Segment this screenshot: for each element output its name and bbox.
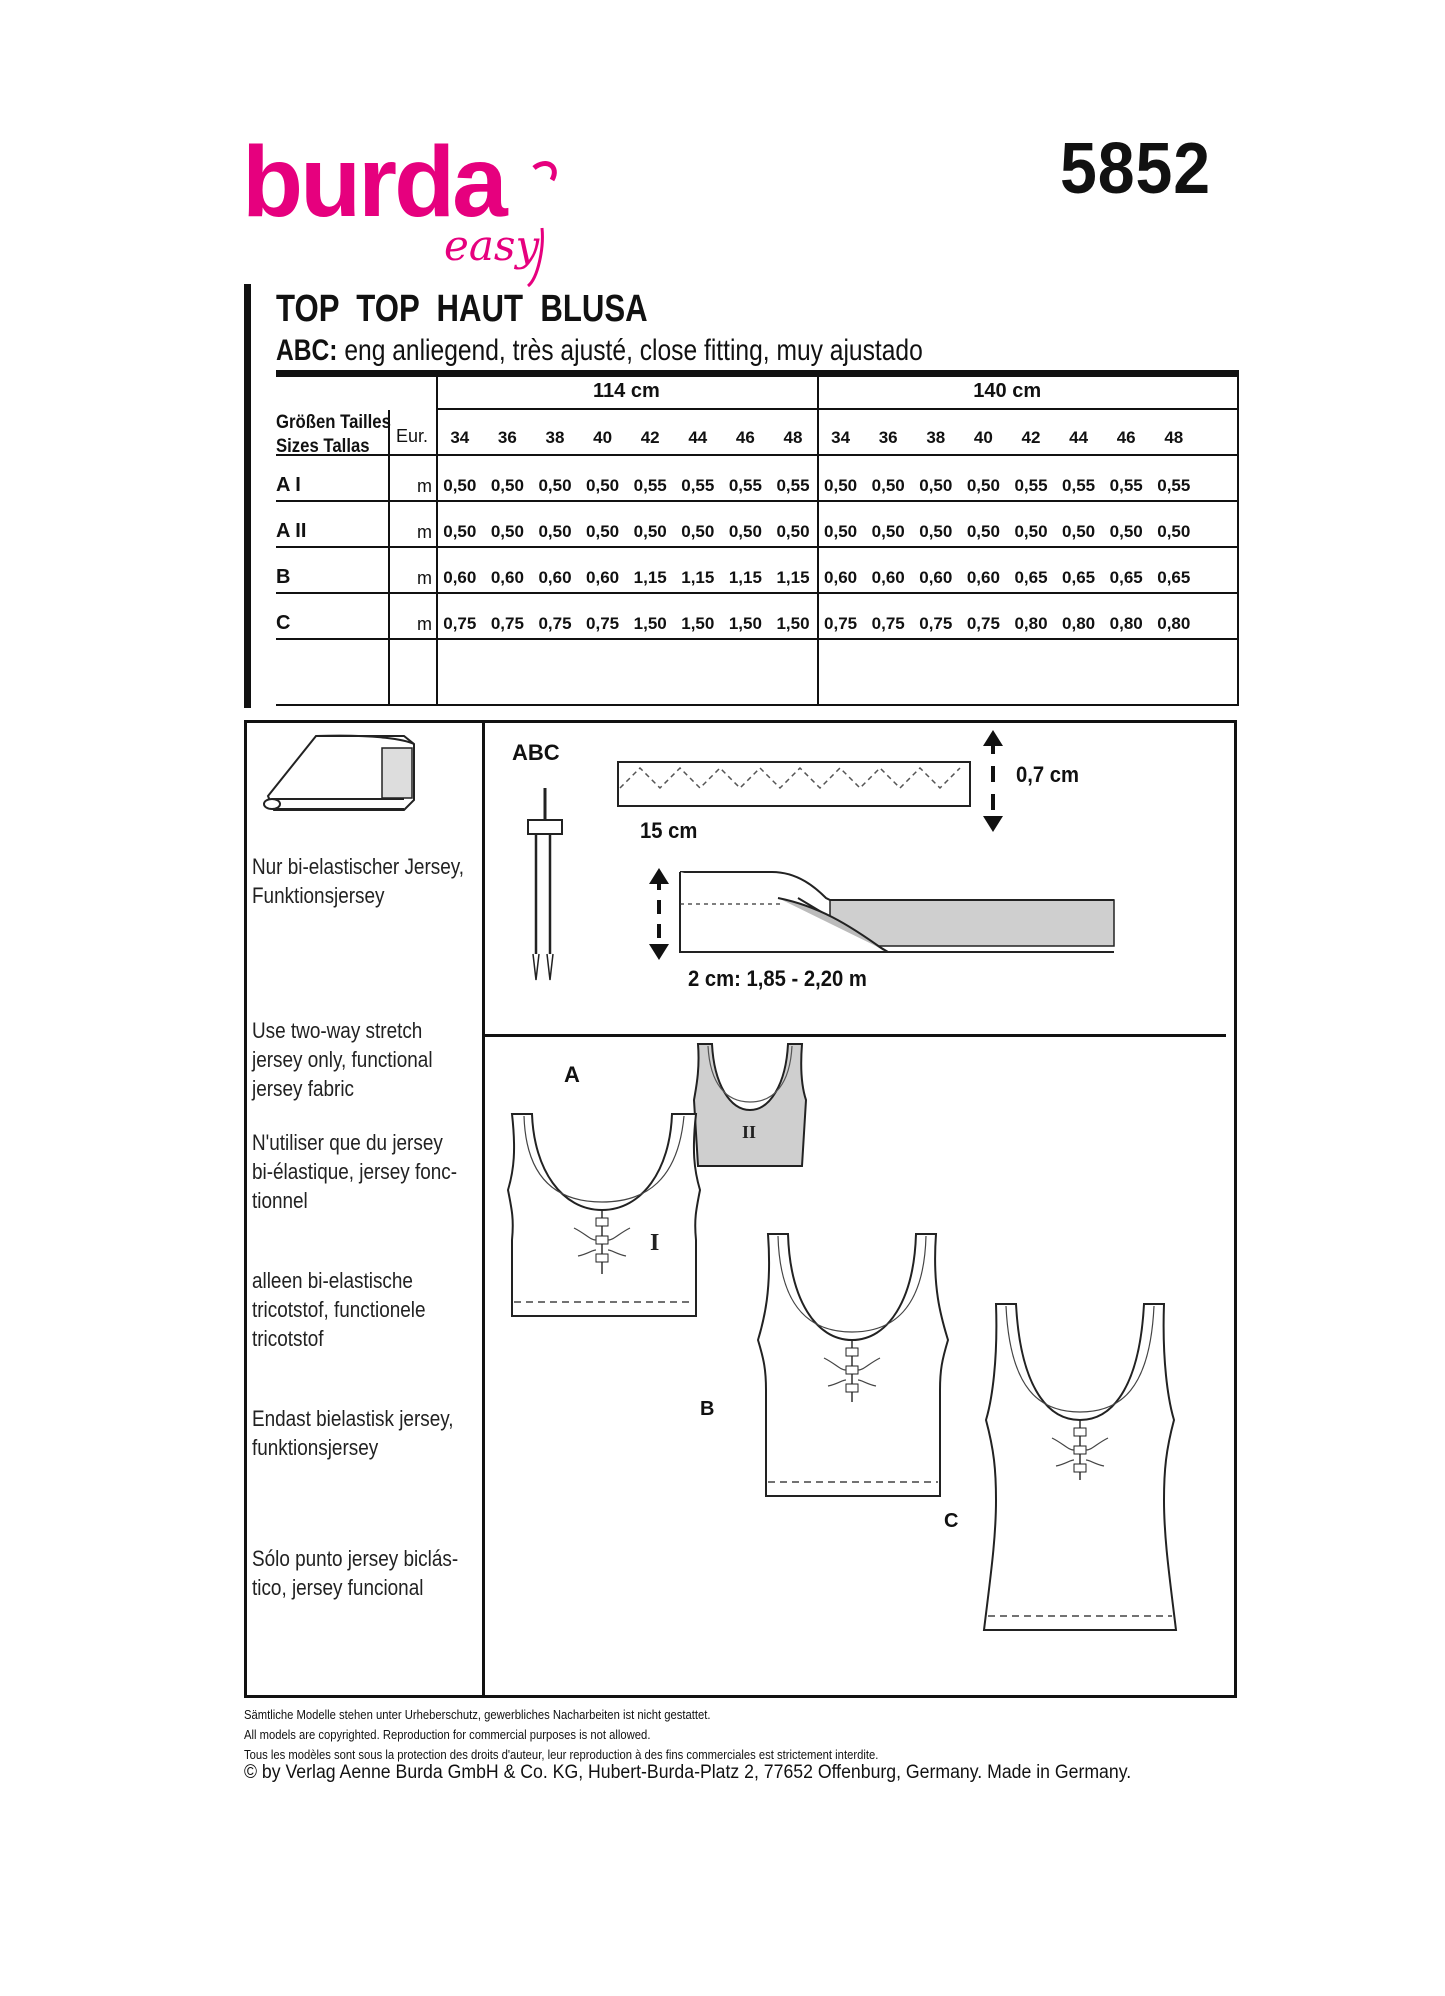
yardage-cell: 0,50 — [1062, 522, 1096, 541]
yardage-cell: 0,75 — [824, 614, 858, 633]
table-row-line — [276, 638, 1239, 640]
size-header: 34 — [831, 428, 851, 447]
size-header: 46 — [1116, 428, 1136, 447]
yardage-cell: 0,55 — [1109, 476, 1143, 495]
yardage-cell: 0,50 — [1157, 522, 1191, 541]
fabric-nl-line: tricotstof — [252, 1326, 324, 1351]
row-label: B — [276, 566, 291, 588]
size-header: 44 — [1069, 428, 1089, 447]
yardage-cell: 0,50 — [538, 476, 572, 495]
garment-title: TOP TOP HAUT BLUSA — [276, 288, 648, 330]
yardage-cell: 0,80 — [1062, 614, 1096, 633]
binding-strip-icon — [648, 868, 1116, 960]
unit-label: m — [417, 614, 432, 634]
yardage-cell: 1,15 — [681, 568, 715, 587]
tape-length-label: 15 cm — [640, 818, 698, 843]
size-header: 40 — [593, 428, 613, 447]
yardage-cell: 0,50 — [586, 522, 620, 541]
row-label: A II — [276, 520, 307, 542]
yardage-cell: 0,50 — [919, 476, 953, 495]
yardage-cell: 0,55 — [1014, 476, 1048, 495]
table-row-line — [276, 500, 1239, 502]
top-b-sketch — [754, 1230, 950, 1506]
yardage-cell: 0,65 — [1014, 568, 1048, 587]
height-arrow-icon — [980, 728, 1006, 834]
unit-label: m — [417, 568, 432, 588]
tape-strip-icon — [616, 760, 972, 808]
fit-description — [276, 334, 923, 368]
size-header: 38 — [545, 428, 565, 447]
table-vline-end — [1237, 377, 1239, 706]
yardage-cell: 0,50 — [443, 522, 477, 541]
pattern-number: 5852 — [1060, 129, 1212, 209]
view-a2-label: II — [742, 1122, 757, 1142]
yardage-cell: 1,50 — [681, 614, 715, 633]
yardage-cell: 0,50 — [633, 522, 667, 541]
size-header: 40 — [973, 428, 993, 447]
view-a1-label: I — [650, 1230, 660, 1256]
size-header: 42 — [1021, 428, 1041, 447]
fit-text: eng anliegend, très ajusté, close fitting, muy ajustado — [337, 334, 923, 367]
fit-prefix: ABC: — [276, 334, 338, 367]
yardage-cell: 0,50 — [490, 476, 524, 495]
fabric-text-en — [252, 1016, 433, 1103]
yardage-cell: 0,50 — [490, 522, 524, 541]
brand-sub: easy — [444, 221, 540, 270]
legal-de: Sämtliche Modelle stehen unter Urheberschutz, gewerbliches Nacharbeiten ist nicht gestattet. — [244, 1708, 711, 1722]
fabric-fr-line: bi-élastique, jersey fonc- — [252, 1159, 458, 1184]
yardage-cell: 0,75 — [871, 614, 905, 633]
brand-wordmark: burda — [242, 128, 505, 238]
binding-width-arrow-icon — [646, 866, 672, 962]
fabric-de-line: Nur bi-elastischer Jersey, — [252, 854, 465, 879]
yardage-cell: 0,50 — [966, 476, 1000, 495]
yardage-cell: 0,50 — [919, 522, 953, 541]
size-header: 36 — [497, 428, 517, 447]
yardage-cell: 0,60 — [824, 568, 858, 587]
size-header: 36 — [878, 428, 898, 447]
tape-height-label: 0,7 cm — [1016, 762, 1080, 787]
yardage-cell: 0,75 — [586, 614, 620, 633]
table-row-line — [276, 454, 1239, 456]
yardage-cell: 0,60 — [966, 568, 1000, 587]
fabric-fr-line: N'utiliser que du jersey — [252, 1130, 443, 1155]
fabric-text-fr — [252, 1128, 457, 1215]
fabric-text-de — [252, 852, 464, 910]
fabric-de-line: Funktionsjersey — [252, 883, 385, 908]
yardage-cell: 0,55 — [1157, 476, 1191, 495]
eur-label: Eur. — [395, 426, 429, 446]
fabric-nl-line: tricotstof, functionele — [252, 1297, 426, 1322]
size-header: 48 — [783, 428, 803, 447]
yardage-cell: 0,55 — [681, 476, 715, 495]
yardage-cell: 0,60 — [443, 568, 477, 587]
fabric-fr-line: tionnel — [252, 1188, 308, 1213]
yardage-cell: 0,50 — [871, 476, 905, 495]
top-a2-sketch — [690, 1040, 810, 1172]
yardage-table — [276, 370, 1239, 708]
table-row-line — [276, 546, 1239, 548]
frame-divider-horizontal — [484, 1034, 1226, 1037]
fabric-text-es — [252, 1544, 458, 1602]
fabric-sv-line: funktionsjersey — [252, 1435, 379, 1460]
fabric-roll-icon — [258, 730, 420, 812]
yardage-cell: 0,80 — [1157, 614, 1191, 633]
table-row-line — [276, 592, 1239, 594]
unit-label: m — [417, 476, 432, 496]
top-a1-sketch — [502, 1110, 702, 1326]
table-width-header: 114 cm — [593, 380, 660, 402]
yardage-cell: 0,50 — [966, 522, 1000, 541]
yardage-cell: 0,50 — [538, 522, 572, 541]
yardage-cell: 0,60 — [871, 568, 905, 587]
yardage-cell: 1,15 — [776, 568, 810, 587]
yardage-cell: 0,50 — [1109, 522, 1143, 541]
yardage-cell: 0,75 — [919, 614, 953, 633]
legal-fr: Tous les modèles sont sous la protection des droits d'auteur, leur reproduction à des fins commerciales est strictement interdite. — [244, 1748, 879, 1762]
yardage-cell: 0,80 — [1109, 614, 1143, 633]
yardage-cell: 0,50 — [586, 476, 620, 495]
yardage-cell: 0,55 — [728, 476, 762, 495]
fabric-en-line: jersey only, functional — [252, 1047, 433, 1072]
yardage-cell: 0,55 — [633, 476, 667, 495]
fabric-sv-line: Endast bielastisk jersey, — [252, 1406, 454, 1431]
yardage-cell: 1,50 — [776, 614, 810, 633]
yardage-cell: 0,60 — [586, 568, 620, 587]
sizes-label: Größen Tailles — [276, 412, 391, 433]
view-b-label: B — [700, 1398, 715, 1420]
view-c-label: C — [944, 1510, 959, 1532]
fabric-text-sv — [252, 1404, 454, 1462]
table-width-header: 140 cm — [973, 380, 1042, 402]
yardage-cell: 0,60 — [490, 568, 524, 587]
yardage-cell: 0,50 — [443, 476, 477, 495]
table-width-divider — [436, 408, 1239, 410]
yardage-cell: 0,55 — [1062, 476, 1096, 495]
yardage-cell: 0,50 — [728, 522, 762, 541]
yardage-cell: 0,50 — [871, 522, 905, 541]
yardage-cell: 1,15 — [633, 568, 667, 587]
table-vline-label — [388, 410, 390, 706]
fabric-en-line: Use two-way stretch — [252, 1018, 423, 1043]
sizes-label: Sizes Tallas — [276, 436, 370, 457]
table-top-bar — [276, 370, 1239, 377]
yardage-cell: 1,50 — [633, 614, 667, 633]
yardage-cell: 0,55 — [776, 476, 810, 495]
yardage-cell: 0,50 — [824, 522, 858, 541]
binding-label: 2 cm: 1,85 - 2,20 m — [688, 966, 867, 991]
fabric-es-line: Sólo punto jersey biclás- — [252, 1546, 459, 1571]
notions-views-label: ABC — [512, 740, 560, 765]
yardage-cell: 0,75 — [490, 614, 524, 633]
size-header: 38 — [926, 428, 946, 447]
fabric-es-line: tico, jersey funcional — [252, 1575, 424, 1600]
yardage-cell: 0,60 — [538, 568, 572, 587]
yardage-cell: 1,15 — [728, 568, 762, 587]
yardage-cell: 0,75 — [538, 614, 572, 633]
row-label: C — [276, 612, 291, 634]
yardage-cell: 0,80 — [1014, 614, 1048, 633]
view-a-label: A — [564, 1062, 580, 1087]
table-row-line — [276, 704, 1239, 706]
row-label: A I — [276, 474, 301, 496]
yardage-cell: 0,75 — [966, 614, 1000, 633]
size-header: 46 — [735, 428, 755, 447]
yardage-cell: 0,50 — [1014, 522, 1048, 541]
yardage-cell: 0,50 — [824, 476, 858, 495]
yardage-cell: 0,65 — [1157, 568, 1191, 587]
title-bar — [244, 284, 251, 708]
frame-divider-vertical — [482, 720, 485, 1698]
top-c-sketch — [980, 1300, 1180, 1640]
twin-needle-icon — [520, 784, 570, 984]
yardage-cell: 0,60 — [919, 568, 953, 587]
fabric-text-nl — [252, 1266, 426, 1353]
yardage-cell: 0,50 — [681, 522, 715, 541]
size-header: 42 — [640, 428, 660, 447]
yardage-cell: 0,75 — [443, 614, 477, 633]
size-header: 48 — [1164, 428, 1184, 447]
yardage-cell: 0,65 — [1109, 568, 1143, 587]
fabric-en-line: jersey fabric — [252, 1076, 354, 1101]
unit-label: m — [417, 522, 432, 542]
size-header: 34 — [450, 428, 470, 447]
copyright: © by Verlag Aenne Burda GmbH & Co. KG, Hubert-Burda-Platz 2, 77652 Offenburg, Germany. Made in Germany. — [244, 1762, 1132, 1783]
yardage-cell: 0,65 — [1062, 568, 1096, 587]
burda-easy-logo — [238, 128, 578, 288]
legal-en: All models are copyrighted. Reproduction for commercial purposes is not allowed. — [244, 1728, 651, 1742]
size-header: 44 — [688, 428, 708, 447]
yardage-cell: 1,50 — [728, 614, 762, 633]
fabric-nl-line: alleen bi-elastische — [252, 1268, 413, 1293]
yardage-cell: 0,50 — [776, 522, 810, 541]
